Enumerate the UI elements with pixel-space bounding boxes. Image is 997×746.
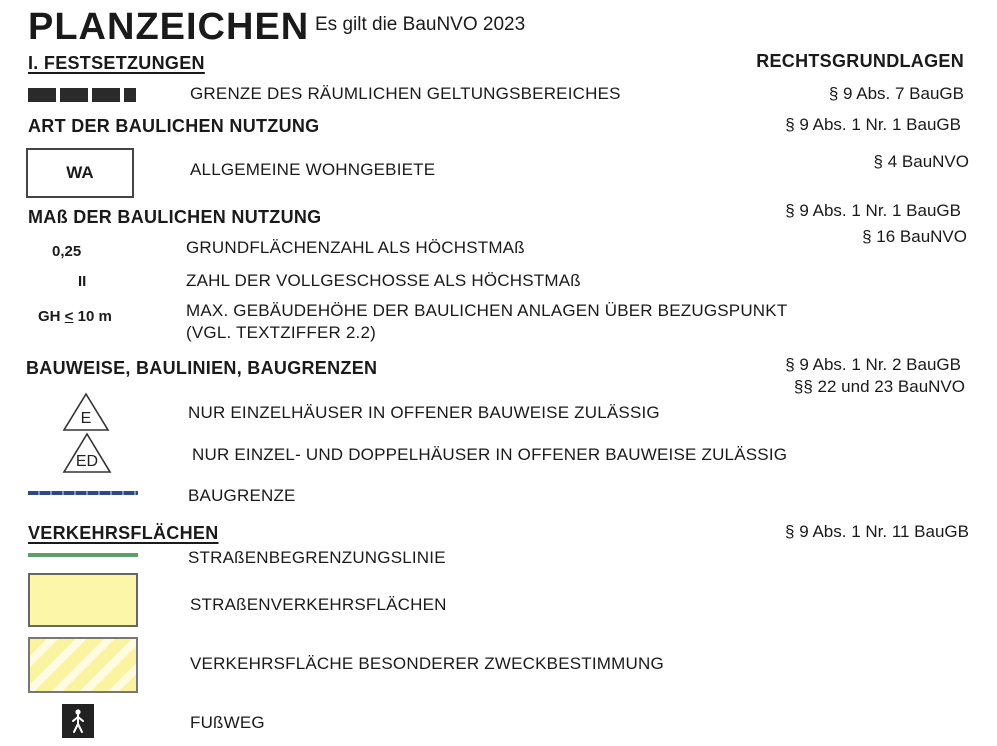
grz-label: GRUNDFLÄCHENZAHL ALS HÖCHSTMAß [186, 238, 525, 257]
gh-label: MAX. GEBÄUDEHÖHE DER BAULICHEN ANLAGEN ÜBER BEZUGSPUNKT [186, 301, 788, 320]
page-title: PLANZEICHEN [28, 6, 310, 48]
besondere-zweckbestimmung-swatch [28, 637, 138, 693]
section-heading-mass: MAß DER BAULICHEN NUTZUNG [28, 207, 322, 227]
wa-symbol: WA [66, 163, 94, 182]
baugrenze-label: BAUGRENZE [188, 486, 296, 505]
wa-law: § 4 BauNVO [873, 152, 969, 171]
verkehr-law: § 9 Abs. 1 Nr. 11 BauGB [785, 522, 969, 541]
bauweise-law-2: §§ 22 und 23 BauNVO [793, 377, 965, 396]
geltungsbereich-label: GRENZE DES RÄUMLICHEN GELTUNGSBEREICHES [190, 84, 621, 103]
gh-symbol-operator: < [64, 308, 74, 325]
gh-label-note: (VGL. TEXTZIFFER 2.2) [186, 323, 376, 342]
section-heading-festsetzungen: I. FESTSETZUNGEN [28, 53, 205, 73]
section-heading-verkehr: VERKEHRSFLÄCHEN [28, 523, 219, 543]
gh-symbol-suffix: 10 m [73, 308, 112, 325]
ed-symbol: ED [75, 453, 99, 470]
bauweise-law-1: § 9 Abs. 1 Nr. 2 BauGB [785, 355, 961, 374]
page-subtitle: Es gilt die BauNVO 2023 [315, 14, 526, 35]
baugrenze-line-symbol [28, 491, 138, 495]
law-column-heading: RECHTSGRUNDLAGEN [756, 51, 964, 71]
ed-label: NUR EINZEL- UND DOPPELHÄUSER IN OFFENER BAUWEISE ZULÄSSIG [192, 445, 788, 464]
gh-symbol-prefix: GH [38, 308, 65, 325]
strassenbegrenzung-label: STRAßENBEGRENZUNGSLINIE [188, 548, 446, 567]
strassenverkehrsflaeche-label: STRAßENVERKEHRSFLÄCHEN [190, 595, 447, 614]
grz-symbol: 0,25 [52, 243, 82, 260]
besondere-zweckbestimmung-label: VERKEHRSFLÄCHE BESONDERER ZWECKBESTIMMUNG [190, 654, 664, 673]
wa-label: ALLGEMEINE WOHNGEBIETE [190, 160, 436, 179]
section-heading-art: ART DER BAULICHEN NUTZUNG [28, 116, 320, 136]
geltungsbereich-law: § 9 Abs. 7 BauGB [828, 84, 964, 103]
e-triangle-icon [62, 392, 110, 432]
e-label: NUR EINZELHÄUSER IN OFFENER BAUWEISE ZULÄSSIG [188, 403, 660, 422]
vollgeschosse-label: ZAHL DER VOLLGESCHOSSE ALS HÖCHSTMAß [186, 271, 581, 290]
section-heading-bauweise: BAUWEISE, BAULINIEN, BAUGRENZEN [26, 358, 378, 378]
mass-law-1: § 9 Abs. 1 Nr. 1 BauGB [785, 201, 961, 220]
art-law: § 9 Abs. 1 Nr. 1 BauGB [785, 115, 961, 134]
fussweg-label: FUßWEG [190, 713, 265, 732]
gh-symbol [38, 308, 112, 326]
pedestrian-icon [62, 704, 94, 738]
geltungsbereich-boundary-symbol [28, 88, 136, 102]
wa-symbol-box [26, 148, 134, 198]
strassenbegrenzung-line-symbol [28, 553, 138, 557]
strassenverkehrsflaeche-swatch [28, 573, 138, 627]
e-symbol: E [80, 410, 92, 427]
vollgeschosse-symbol: II [78, 273, 87, 290]
ed-triangle-icon [62, 432, 112, 474]
mass-law-2: § 16 BauNVO [862, 227, 967, 246]
